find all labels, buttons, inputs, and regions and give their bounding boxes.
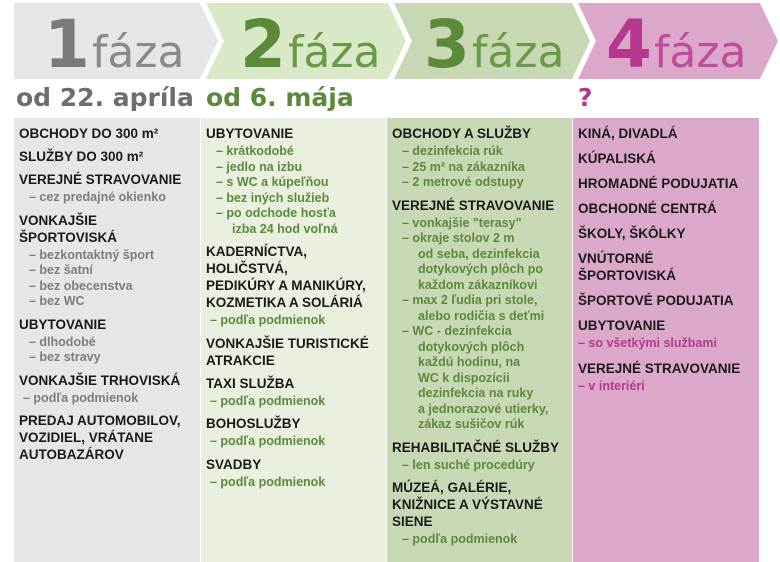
- section-heading: KADERNÍCTVA, HOLIČSTVÁ, PEDIKÚRY A MANIKÚRY, KOZMETIKA A SOLÁRIÁ: [206, 244, 366, 310]
- condition-item: – WC - dezinfekcia dotykových plôch každú hodinu, na WC k dispozícii dezinfekcia na ruky a jednorazové utierky, zákaz sušičov rúk: [402, 324, 549, 431]
- condition-item: – dezinfekcia rúk: [402, 144, 503, 158]
- condition-item: – v interiéri: [578, 378, 645, 393]
- section-heading: ŠKOLY, ŠKÔLKY: [578, 226, 686, 241]
- phase-4-date: ?: [578, 83, 593, 112]
- phase-2-word: fáza: [287, 27, 381, 78]
- section: [206, 375, 380, 410]
- section: [19, 212, 194, 310]
- section: [392, 197, 566, 433]
- section-heading: SLUŽBY DO 300 m²: [19, 149, 144, 164]
- phase-4-number: 4: [606, 6, 650, 83]
- section-heading: HROMADNÉ PODUJATIA: [578, 176, 739, 191]
- condition-item: – podľa podmienok: [210, 474, 326, 489]
- section-heading: VNÚTORNÉ ŠPORTOVISKÁ: [578, 251, 677, 283]
- condition-item: – 2 metrové odstupy: [402, 175, 524, 189]
- section-heading: OBCHODY A SLUŽBY: [392, 126, 532, 141]
- condition-item: – podľa podmienok: [210, 313, 326, 327]
- section: [206, 456, 380, 491]
- section-heading: UBYTOVANIE: [206, 126, 294, 141]
- condition-item: – bez iných služieb: [216, 190, 330, 205]
- section-heading: UBYTOVANIE: [578, 318, 666, 333]
- condition-item: – 25 m² na zákazníka: [402, 159, 525, 174]
- section: [392, 439, 566, 474]
- condition-item: – podľa podmienok: [210, 393, 326, 408]
- phase-4-heading: [606, 5, 746, 85]
- condition-item: – krátkodobé: [216, 144, 294, 158]
- condition-item: – podľa podmienok: [210, 434, 326, 448]
- section-heading: OBCHODNÉ CENTRÁ: [578, 201, 717, 216]
- condition-item: – so všetkými službami: [578, 336, 717, 350]
- section-heading: KÚPALISKÁ: [578, 151, 656, 166]
- phase-4-column: [572, 118, 759, 562]
- phase-3-heading: [424, 5, 564, 85]
- condition-item: – jedlo na izbu: [216, 159, 303, 174]
- phase-3-number: 3: [424, 6, 468, 83]
- section: [206, 243, 380, 329]
- section-heading: SVADBY: [206, 456, 262, 472]
- condition-item: – bez obecenstva: [29, 278, 133, 293]
- section-heading: BOHOSLUŽBY: [206, 416, 301, 431]
- section-heading: TAXI SLUŽBA: [206, 375, 295, 391]
- section: [578, 150, 753, 167]
- section: [578, 317, 753, 352]
- section-heading: MÚZEÁ, GALÉRIE, KNIŽNICE A VÝSTAVNÉ SIENE: [392, 480, 543, 529]
- section: [578, 200, 753, 217]
- condition-item: – podľa podmienok: [402, 532, 518, 546]
- condition-item: – okraje stolov 2 m od seba, dezinfekcia dotykových plôch po každom zákazníkovi: [402, 231, 544, 292]
- condition-item: – podľa podmienok: [23, 390, 139, 405]
- section-heading: REHABILITAČNÉ SLUŽBY: [392, 439, 559, 455]
- section: [206, 415, 380, 450]
- condition-item: – len suché procedúry: [402, 457, 535, 472]
- condition-item: – vonkajšie "terasy": [402, 215, 522, 230]
- section-heading: PREDAJ AUTOMOBILOV, VOZIDIEL, VRÁTANE AUTOBAZÁROV: [19, 413, 181, 462]
- section: [578, 175, 753, 192]
- phase-2-date: od 6. mája: [206, 83, 354, 112]
- phase-3-word: fáza: [471, 27, 565, 78]
- section: [392, 479, 566, 548]
- section: [392, 125, 566, 191]
- phase-3-column: [386, 118, 572, 562]
- section-heading: VONKAJŠIE TURISTICKÉ ATRAKCIE: [206, 335, 369, 368]
- section-heading: VEREJNÉ STRAVOVANIE: [392, 197, 555, 213]
- phase-1-word: fáza: [91, 27, 185, 78]
- section: [19, 316, 194, 366]
- section: [19, 412, 194, 463]
- condition-item: – cez predajné okienko: [29, 190, 166, 204]
- section-heading: VEREJNÉ STRAVOVANIE: [578, 360, 741, 376]
- phase-2-column: [200, 118, 386, 562]
- section-heading: VEREJNÉ STRAVOVANIE: [19, 172, 182, 187]
- section-heading: OBCHODY DO 300 m²: [19, 126, 159, 141]
- phase-2-heading: [240, 5, 380, 85]
- phase-1-date: od 22. apríla: [16, 83, 194, 112]
- condition-item: – bezkontaktný šport: [29, 247, 155, 262]
- phase-1-heading: [44, 5, 184, 85]
- section: [206, 335, 380, 369]
- phase-4-word: fáza: [653, 27, 747, 78]
- section: [578, 250, 753, 284]
- section: [206, 125, 380, 237]
- condition-item: – max 2 ľudia pri stole, alebo rodičia s deťmi: [402, 293, 545, 323]
- section: [19, 148, 194, 165]
- section: [19, 171, 194, 206]
- section: [578, 225, 753, 242]
- condition-item: – bez šatní: [29, 263, 93, 277]
- section: [578, 125, 753, 142]
- condition-item: – bez WC: [29, 294, 85, 308]
- section: [19, 372, 194, 407]
- phase-1-number: 1: [44, 6, 88, 83]
- section: [578, 292, 753, 309]
- condition-item: – po odchode hosťa izba 24 hod voľná: [216, 206, 338, 236]
- phase-2-number: 2: [240, 6, 284, 83]
- condition-item: – s WC a kúpeľňou: [216, 175, 329, 189]
- section-heading: VONKAJŠIE ŠPORTOVISKÁ: [19, 212, 118, 245]
- section-heading: VONKAJŠIE TRHOVISKÁ: [19, 372, 181, 388]
- condition-item: – bez stravy: [29, 350, 101, 364]
- section: [19, 125, 194, 142]
- phase-1-column: [14, 118, 200, 562]
- section-heading: ŠPORTOVÉ PODUJATIA: [578, 293, 734, 308]
- condition-item: – dlhodobé: [29, 334, 96, 349]
- section-heading: KINÁ, DIVADLÁ: [578, 126, 678, 141]
- section-heading: UBYTOVANIE: [19, 316, 107, 332]
- section: [578, 360, 753, 395]
